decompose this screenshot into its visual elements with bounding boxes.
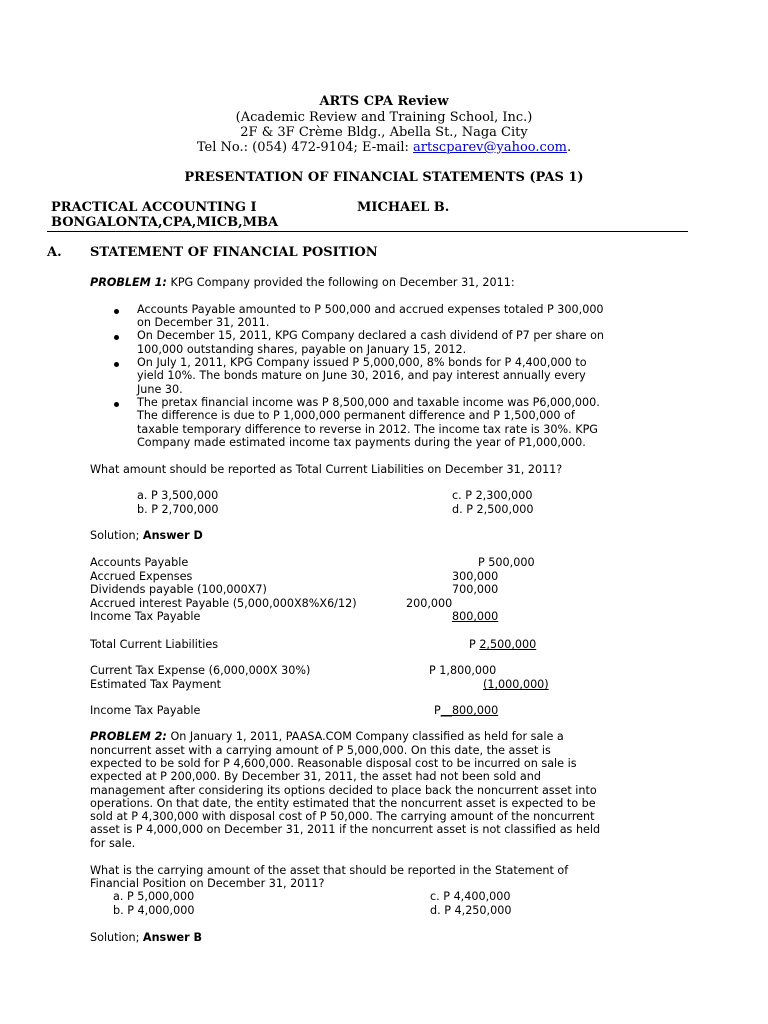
itp2-prefix: P [434, 704, 441, 717]
accrued-interest-label: Accrued interest Payable (5,000,000X8%X6/12) [90, 597, 357, 610]
bullet-icon [114, 335, 119, 340]
contact-tel: Tel No.: (054) 472-9104; E-mail: [196, 140, 414, 155]
bullet-3-line-1: On July 1, 2011, KPG Company issued P 5,000,000, 8% bonds for P 4,400,000 to [137, 356, 587, 369]
problem2-line-6: operations. On that date, the entity estimated that the noncurrent asset is expected to be [90, 797, 596, 810]
p2-solution-label: Solution; [90, 931, 143, 944]
p2-answer: Answer B [142, 931, 203, 944]
tcl-amount: 2,500,000 [479, 638, 537, 651]
problem1-intro [90, 276, 515, 289]
bullet-4-line-4: Company made estimated income tax payments during the year of P1,000,000. [137, 436, 586, 449]
section-title: STATEMENT OF FINANCIAL POSITION [90, 245, 378, 260]
income-tax-payable-value: 800,000 [452, 610, 499, 623]
estimated-tax-payment-value: (1,000,000) [483, 678, 549, 691]
total-current-liabilities-value [469, 638, 536, 651]
problem2-line-2: noncurrent asset with a carrying amount of P 5,000,000. On this date, the asset is [90, 744, 551, 757]
bullet-2-line-1: On December 15, 2011, KPG Company declared a cash dividend of P7 per share on [137, 329, 605, 342]
itp2-amount: __800,000 [440, 704, 499, 717]
bullet-1-line-2: on December 31, 2011. [137, 316, 270, 329]
problem2-question-line-2: Financial Position on December 31, 2011? [90, 877, 325, 890]
accrued-expenses-label: Accrued Expenses [90, 570, 193, 583]
income-tax-payable2-value [434, 704, 498, 717]
email-link[interactable]: artscparev@yahoo.com [413, 140, 567, 155]
income-tax-payable-label: Income Tax Payable [90, 610, 201, 623]
bullet-3-line-3: June 30. [137, 383, 183, 396]
school-address: 2F & 3F Crème Bldg., Abella St., Naga City [240, 125, 528, 140]
problem2-line-1 [90, 730, 678, 743]
course-subject: PRACTICAL ACCOUNTING I [51, 200, 257, 215]
instructor-second-line: BONGALONTA,CPA,MICB,MBA [51, 215, 279, 230]
p1-choice-a: a. P 3,500,000 [137, 489, 219, 502]
problem1-question: What amount should be reported as Total Current Liabilities on December 31, 2011? [90, 463, 563, 476]
problem2-line-8: asset is P 4,000,000 on December 31, 2011 if the noncurrent asset is not classified as held [90, 823, 601, 836]
income-tax-payable2-label: Income Tax Payable [90, 704, 201, 717]
school-full-name: (Academic Review and Training School, Inc.) [235, 110, 533, 125]
p1-choice-c: c. P 2,300,000 [452, 489, 533, 502]
p2-choice-c: c. P 4,400,000 [430, 890, 511, 903]
p2-choice-d: d. P 4,250,000 [430, 904, 512, 917]
problem2-label: PROBLEM 2: [90, 730, 167, 743]
problem2-line-9: for sale. [90, 837, 136, 850]
p2-choice-b: b. P 4,000,000 [113, 904, 195, 917]
p1-answer: Answer D [142, 529, 203, 542]
bullet-2-line-2: 100,000 outstanding shares, payable on January 15, 2012. [137, 343, 467, 356]
problem2-question-line-1: What is the carrying amount of the asset that should be reported in the Statement of [90, 864, 569, 877]
p1-solution-line [90, 529, 203, 542]
estimated-tax-payment-label: Estimated Tax Payment [90, 678, 222, 691]
problem2-line-5: management after considering its options decided to place back the noncurrent asset into [90, 784, 597, 797]
tcl-prefix: P [469, 638, 480, 651]
accounts-payable-label: Accounts Payable [90, 556, 189, 569]
problem2-line-3: expected to be sold for P 4,600,000. Reasonable disposal cost to be incurred on sale is [90, 757, 577, 770]
p2-solution-line [90, 931, 202, 944]
contact-suffix: . [566, 140, 572, 155]
problem2-line-4: expected at P 200,000. By December 31, 2011, the asset had not been sold and [90, 770, 541, 783]
bullet-icon [114, 362, 119, 367]
bullet-4-line-3: taxable temporary difference to reverse in 2012. The income tax rate is 30%. KPG [137, 423, 598, 436]
section-letter: A. [47, 245, 62, 260]
accounts-payable-value: P 500,000 [478, 556, 535, 569]
bullet-icon [114, 402, 119, 407]
problem2-line-1-text: On January 1, 2011, PAASA.COM Company classified as held for sale a [166, 730, 564, 743]
problem1-label: PROBLEM 1: [90, 276, 167, 289]
contact-line [0, 140, 768, 155]
accrued-expenses-value: 300,000 [452, 570, 499, 583]
dividends-payable-value: 700,000 [452, 583, 499, 596]
bullet-4-line-1: The pretax financial income was P 8,500,000 and taxable income was P6,000,000. [137, 396, 600, 409]
bullet-3-line-2: yield 10%. The bonds mature on June 30, 2016, and pay interest annually every [137, 369, 586, 382]
p1-choice-b: b. P 2,700,000 [137, 503, 219, 516]
header-rule [47, 231, 688, 232]
p1-solution-label: Solution; [90, 529, 143, 542]
school-name: ARTS CPA Review [319, 94, 449, 109]
current-tax-expense-label: Current Tax Expense (6,000,000X 30%) [90, 664, 311, 677]
problem1-intro-text: KPG Company provided the following on December 31, 2011: [166, 276, 515, 289]
current-tax-expense-value: P 1,800,000 [429, 664, 497, 677]
p2-choice-a: a. P 5,000,000 [113, 890, 195, 903]
bullet-icon [114, 309, 119, 314]
bullet-4-line-2: The difference is due to P 1,000,000 permanent difference and P 1,500,000 of [137, 409, 575, 422]
problem2-line-7: sold at P 4,300,000 with disposal cost of P 50,000. The carrying amount of the noncurrent [90, 810, 595, 823]
instructor-first-line: MICHAEL B. [357, 200, 450, 215]
accrued-interest-value: 200,000 [406, 597, 453, 610]
dividends-payable-label: Dividends payable (100,000X7) [90, 583, 267, 596]
p1-choice-d: d. P 2,500,000 [452, 503, 534, 516]
document-title: PRESENTATION OF FINANCIAL STATEMENTS (PAS 1) [184, 170, 584, 185]
total-current-liabilities-label: Total Current Liabilities [90, 638, 219, 651]
bullet-1-line-1: Accounts Payable amounted to P 500,000 and accrued expenses totaled P 300,000 [137, 303, 604, 316]
